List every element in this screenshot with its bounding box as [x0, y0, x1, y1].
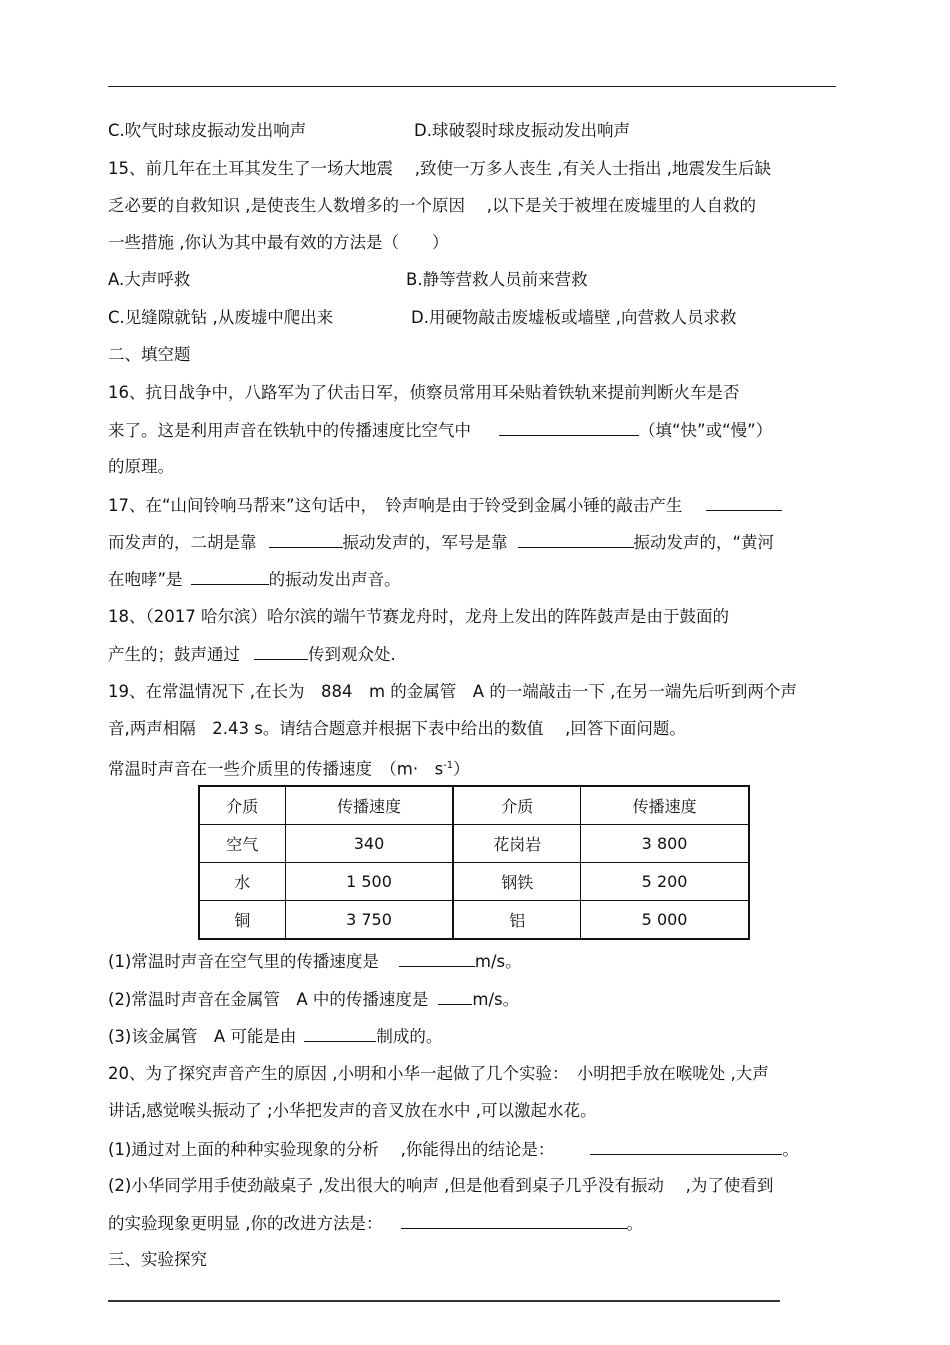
q18-line1: 18、（2017 哈尔滨）哈尔滨的端午节赛龙舟时，龙舟上发出的阵阵鼓声是由于鼓面的: [108, 607, 729, 626]
table-header-cell: 传播速度: [285, 786, 453, 825]
q15-option-d: D.用硬物敲击废墟板或墙壁 ,向营救人员求救: [411, 308, 737, 327]
q17-text-3a: 在咆哮”是: [108, 570, 183, 589]
q19-sub1-text: (1)常温时声音在空气里的传播速度是: [108, 952, 379, 971]
q20-sub1: [108, 1138, 799, 1161]
q19-sub2-text: (2)常温时声音在金属管 A 中的传播速度是: [108, 990, 429, 1009]
q19-sub2: [108, 988, 519, 1011]
q19-blank-1[interactable]: [399, 950, 475, 967]
q15-line3: 一些措施 ,你认为其中最有效的方法是（ ）: [108, 233, 449, 252]
q17-text-2c: 振动发声的，“黄河: [633, 533, 775, 552]
q19-sub1: [108, 950, 522, 973]
q15-line2: 乏必要的自救知识 ,是使丧生人数增多的一个原因 ,以下是关于被埋在废墟里的人自救的: [108, 196, 756, 215]
q20-sub1-end: 。: [782, 1140, 799, 1159]
table-header-cell: 介质: [199, 786, 285, 825]
table-cell: 钢铁: [453, 863, 580, 901]
table-cell: 铜: [199, 901, 285, 940]
table-cell: 铝: [453, 901, 580, 940]
q16-answer-blank[interactable]: [499, 419, 639, 436]
table-cell: 花岗岩: [453, 825, 580, 863]
q20-sub2-end: 。: [626, 1214, 643, 1233]
table-cell: 5 200: [581, 863, 749, 901]
q16-line3: 的原理。: [108, 457, 174, 476]
q20-blank-2[interactable]: [401, 1212, 627, 1229]
q17-blank-3[interactable]: [518, 531, 634, 548]
caption-superscript: -1: [443, 760, 454, 771]
q20-sub2-line1: (2)小华同学用手使劲敲桌子 ,发出很大的响声 ,但是他看到桌子几乎没有振动 ,为了使看到: [108, 1176, 774, 1195]
caption-text: 常温时声音在一些介质里的传播速度 （m· s: [108, 759, 444, 779]
q19-sub3-text: (3)该金属管 A 可能是由: [108, 1027, 297, 1046]
q14-option-c: C.吹气时球皮振动发出响声: [108, 121, 307, 140]
q20-line2: 讲话,感觉喉头振动了 ;小华把发声的音叉放在水中 ,可以激起水花。: [108, 1101, 597, 1120]
top-rule: [108, 86, 836, 87]
q17-line2: [108, 531, 774, 554]
table-header-cell: 传播速度: [581, 786, 749, 825]
section-experiment-heading: 三、实验探究: [108, 1250, 207, 1269]
table-header-cell: 介质: [453, 786, 580, 825]
q20-blank-1[interactable]: [590, 1138, 782, 1155]
q19-sub2-unit: m/s。: [472, 990, 520, 1009]
q17-text: 17、在“山间铃响马帮来”这句话中， 铃声响是由于铃受到金属小锤的敲击产生: [108, 496, 683, 515]
q17-text-2a: 而发声的，二胡是靠: [108, 533, 257, 552]
q17-blank-4[interactable]: [191, 568, 269, 585]
q20-sub2-line2: [108, 1212, 643, 1235]
q20-sub1-text: (1)通过对上面的种种实验现象的分析 ,你能得出的结论是：: [108, 1140, 555, 1159]
q19-blank-3[interactable]: [304, 1025, 376, 1042]
q20-line1: 20、为了探究声音产生的原因 ,小明和小华一起做了几个实验： 小明把手放在喉咙处 ,大声: [108, 1064, 769, 1083]
q17-text-3b: 的振动发出声音。: [268, 570, 401, 589]
sound-speed-table: [198, 785, 750, 940]
q16-line1: 16、抗日战争中，八路军为了伏击日军，侦察员常用耳朵贴着铁轨来提前判断火车是否: [108, 383, 740, 402]
table-cell: 3 800: [581, 825, 749, 863]
q19-line1: 19、在常温情况下 ,在长为 884 m 的金属管 A 的一端敲击一下 ,在另一端先后听到两个声: [108, 682, 797, 701]
q18-text-2a: 产生的；鼓声通过: [108, 645, 240, 664]
q16-hint: （填“快”或“慢”）: [639, 421, 773, 440]
bottom-rule: [108, 1300, 780, 1302]
table-cell: 340: [285, 825, 453, 863]
q18-text-2b: 传到观众处.: [308, 645, 396, 664]
q19-line2: 音,两声相隔 2.43 s。请结合题意并根据下表中给出的数值 ,回答下面问题。: [108, 719, 686, 738]
q17-blank-2[interactable]: [269, 531, 343, 548]
q19-sub1-unit: m/s。: [474, 952, 522, 971]
q19-blank-2[interactable]: [438, 988, 472, 1005]
q20-sub2-text: 的实验现象更明显 ,你的改进方法是：: [108, 1214, 383, 1233]
q15-option-b: B.静等营救人员前来营救: [406, 270, 588, 289]
table-cell: 水: [199, 863, 285, 901]
q19-table-caption: [108, 755, 470, 781]
q19-sub3: [108, 1025, 442, 1048]
table-cell: 1 500: [285, 863, 453, 901]
q15-option-c: C.见缝隙就钻 ,从废墟中爬出来: [108, 308, 334, 327]
q15-line1: 15、前几年在土耳其发生了一场大地震 ,致使一万多人丧生 ,有关人士指出 ,地震发生后缺: [108, 159, 771, 178]
table-cell: 5 000: [581, 901, 749, 940]
table-row: [199, 901, 749, 940]
table-cell: 空气: [199, 825, 285, 863]
q15-option-a: A.大声呼救: [108, 270, 191, 289]
table-cell: 3 750: [285, 901, 453, 940]
q17-line3: [108, 568, 401, 591]
table-row: [199, 825, 749, 863]
table-row: [199, 863, 749, 901]
q16-text: 来了。这是利用声音在铁轨中的传播速度比空气中: [108, 421, 471, 440]
q18-line2: [108, 643, 396, 666]
q17-text-2b: 振动发声的，军号是靠: [342, 533, 508, 552]
q19-sub3-end: 制成的。: [376, 1027, 443, 1046]
q17-line1: [108, 494, 782, 517]
q14-option-d: D.球破裂时球皮振动发出响声: [414, 121, 630, 140]
section-fill-blank-heading: 二、填空题: [108, 345, 191, 364]
q16-line2: [108, 419, 772, 442]
table-header-row: [199, 786, 749, 825]
q17-blank-1[interactable]: [706, 494, 782, 511]
q18-blank[interactable]: [254, 643, 308, 660]
caption-end: ）: [453, 759, 470, 779]
